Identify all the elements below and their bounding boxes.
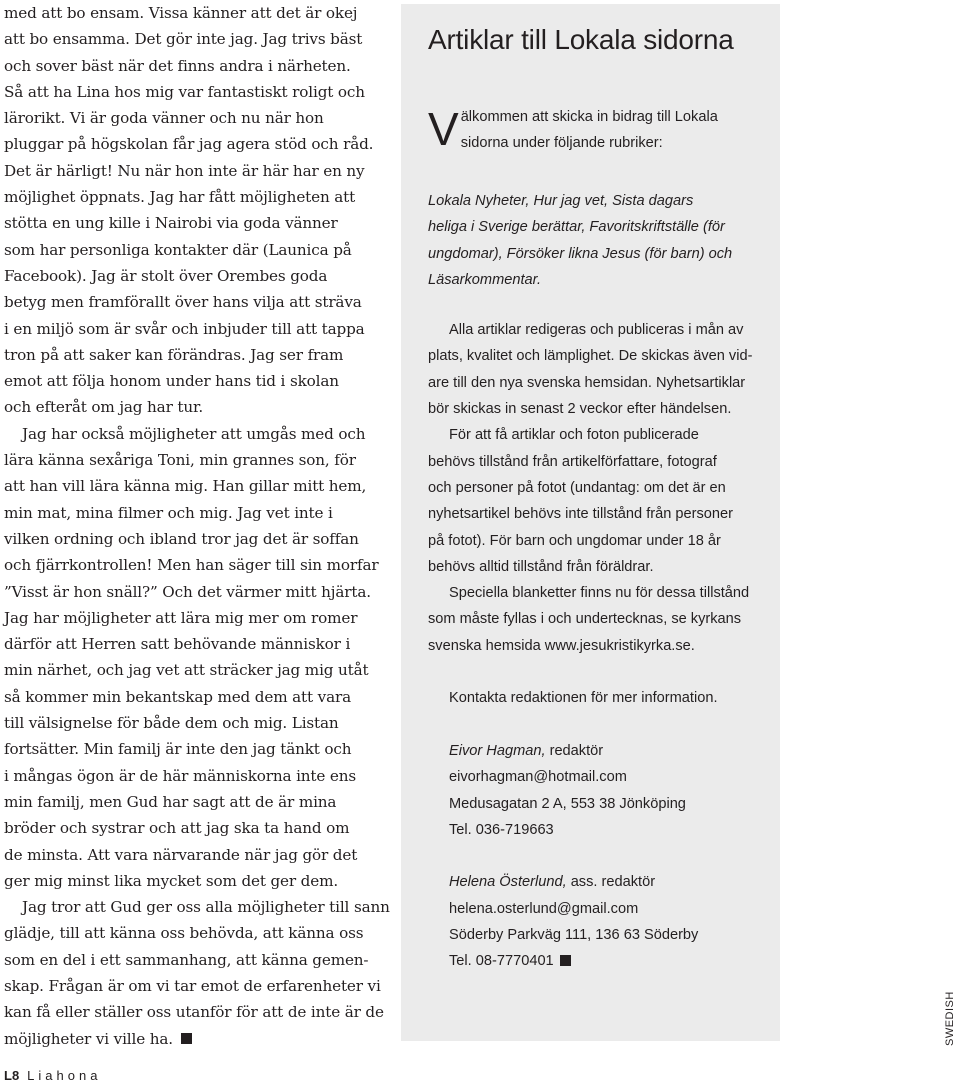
article-line: att bo ensamma. Det gör inte jag. Jag trivs bäst <box>4 30 363 49</box>
sidebar-title: Artiklar till Lokala sidorna <box>428 24 734 55</box>
article-line: i en miljö som är svår och inbjuder till att tappa <box>4 319 365 338</box>
article-line: pluggar på högskolan får jag agera stöd och råd. <box>4 135 374 154</box>
paragraph-line: Speciella blanketter finns nu för dessa tillstånd <box>449 585 750 602</box>
editor-phone: Tel. 08-7770401 <box>449 953 554 970</box>
article-line: ”Visst är hon snäll?” Och det värmer mitt hjärta. <box>4 582 371 601</box>
article-line: Jag tror att Gud ger oss alla möjligheter till sann <box>22 898 390 917</box>
intro-line: älkommen att skicka in bidrag till Lokala <box>460 109 718 125</box>
paragraph-line: som måste fyllas i och undertecknas, se kyrkans <box>428 611 742 628</box>
sidebar-intro <box>428 104 763 158</box>
paragraph-line: Alla artiklar redigeras och publiceras i mån av <box>449 322 744 339</box>
magazine-name: Liahona <box>27 1068 102 1083</box>
paragraph-line: plats, kvalitet och lämplighet. De skickas även vid- <box>428 348 753 365</box>
article-line: möjlighet öppnats. Jag har fått möjligheten att <box>4 188 356 207</box>
article-line: i mångas ögon är de här människorna inte ens <box>4 766 357 785</box>
category-line: heliga i Sverige berättar, Favoritskriftställe (för <box>428 219 725 236</box>
editor-name-line <box>428 869 763 895</box>
paragraph-line: svenska hemsida www.jesukristikyrka.se. <box>428 637 695 654</box>
article-line: Så att ha Lina hos mig var fantastiskt roligt och <box>4 82 365 101</box>
editor-name-line <box>428 738 763 764</box>
editor-name: Eivor Hagman, <box>449 742 546 759</box>
category-list <box>428 188 763 293</box>
editor-role: redaktör <box>545 742 604 759</box>
editor-phone-line <box>428 948 763 974</box>
article-line: vilken ordning och ibland tror jag det är soffan <box>4 529 359 548</box>
assistant-editor-contact <box>428 869 763 974</box>
article-line: skap. Frågan är om vi tar emot de erfarenheter vi <box>4 976 381 995</box>
editor-name: Helena Österlund, <box>449 874 567 891</box>
article-line: kan få eller ställer oss utanför för att de inte är de <box>4 1003 384 1022</box>
paragraph-line: För att få artiklar och foton publicerade <box>449 427 699 444</box>
article-line: de minsta. Att vara närvarande när jag gör det <box>4 845 358 864</box>
article-line: lärorikt. Vi är goda vänner och nu när hon <box>4 109 324 128</box>
article-line: min familj, men Gud har sagt att de är mina <box>4 792 337 811</box>
category-line: Lokala Nyheter, Hur jag vet, Sista dagars <box>428 193 694 209</box>
article-line: bröder och systrar och att jag ska ta hand om <box>4 819 350 838</box>
article-line: och fjärrkontrollen! Men han säger till sin morfar <box>4 556 379 575</box>
paragraph-line: behövs alltid tillstånd från föräldrar. <box>428 558 654 575</box>
editor-contact <box>428 738 763 843</box>
article-line: möjligheter vi ville ha. <box>4 1026 376 1052</box>
drop-cap: V <box>428 103 459 155</box>
editor-address: Medusagatan 2 A, 553 38 Jönköping <box>449 795 686 812</box>
article-line: till välsignelse för både dem och mig. Listan <box>4 714 339 733</box>
article-line: betyg men framförallt över hans vilja att sträva <box>4 293 362 312</box>
article-line: min mat, mina filmer och mig. Jag vet inte i <box>4 503 333 522</box>
article-line: Jag har möjligheter att lära mig mer om romer <box>4 608 358 627</box>
article-line: min närhet, och jag vet att sträcker jag mig utåt <box>4 661 369 680</box>
intro-line: sidorna under följande rubriker: <box>460 135 663 151</box>
article-line: så kommer min bekantskap med dem att vara <box>4 687 351 706</box>
article-line: Facebook). Jag är stolt över Orembes goda <box>4 266 328 285</box>
article-line: och efteråt om jag har tur. <box>4 398 204 417</box>
article-line: Jag har också möjligheter att umgås med och <box>22 424 366 443</box>
forms-paragraph <box>428 580 763 659</box>
article-line: med att bo ensam. Vissa känner att det är okej <box>4 4 358 22</box>
permission-paragraph <box>428 422 763 580</box>
article-line: fortsätter. Min familj är inte den jag tänkt och <box>4 740 352 759</box>
policy-paragraph <box>428 317 763 422</box>
end-square-icon <box>560 955 571 966</box>
article-line: lära känna sexåriga Toni, min grannes son, för <box>4 451 356 470</box>
article-line: emot att följa honom under hans tid i skolan <box>4 372 339 391</box>
article-line: tron på att saker kan förändras. Jag ser fram <box>4 345 344 364</box>
page-number: L8 <box>4 1068 20 1083</box>
paragraph-line: are till den nya svenska hemsidan. Nyhetsartiklar <box>428 374 746 391</box>
end-square-icon <box>181 1033 192 1044</box>
article-line: Det är härligt! Nu när hon inte är här har en ny <box>4 161 365 180</box>
paragraph-line: och personer på fotot (undantag: om det är en <box>428 479 726 496</box>
category-line: ungdomar), Försöker likna Jesus (för barn) och <box>428 245 733 262</box>
paragraph-line: på fotot). För barn och ungdomar under 18 år <box>428 532 721 549</box>
article-line: stötta en ung kille i Nairobi via goda vänner <box>4 214 338 233</box>
info-sidebar <box>401 4 780 1041</box>
article-line: som en del i ett sammanhang, att känna gemen- <box>4 950 369 969</box>
editor-email[interactable]: eivorhagman@hotmail.com <box>449 769 627 786</box>
editor-email[interactable]: helena.osterlund@gmail.com <box>449 900 639 917</box>
article-column <box>4 0 390 1052</box>
language-label: SWEDISH <box>944 991 956 1046</box>
category-line: Läsarkommentar. <box>428 271 542 288</box>
page-footer <box>4 1068 101 1083</box>
article-line: och sover bäst när det finns andra i närheten. <box>4 56 351 75</box>
article-line: därför att Herren satt behövande människor i <box>4 635 351 654</box>
article-line: att han vill lära känna mig. Han gillar mitt hem, <box>4 477 367 496</box>
article-line: glädje, till att känna oss behövda, att känna oss <box>4 924 364 943</box>
sidebar-body <box>428 104 763 975</box>
paragraph-line: behövs tillstånd från artikelförfattare, fotograf <box>428 453 717 470</box>
contact-heading: Kontakta redaktionen för mer information. <box>449 690 718 707</box>
editor-role: ass. redaktör <box>566 874 656 891</box>
editor-phone: Tel. 036-719663 <box>449 821 554 838</box>
article-line: ger mig minst lika mycket som det ger dem. <box>4 871 339 890</box>
editor-address: Söderby Parkväg 111, 136 63 Söderby <box>449 927 699 944</box>
article-line: som har personliga kontakter där (Launica på <box>4 240 352 259</box>
paragraph-line: nyhetsartikel behövs inte tillstånd från personer <box>428 506 734 523</box>
paragraph-line: bör skickas in senast 2 veckor efter händelsen. <box>428 401 732 418</box>
